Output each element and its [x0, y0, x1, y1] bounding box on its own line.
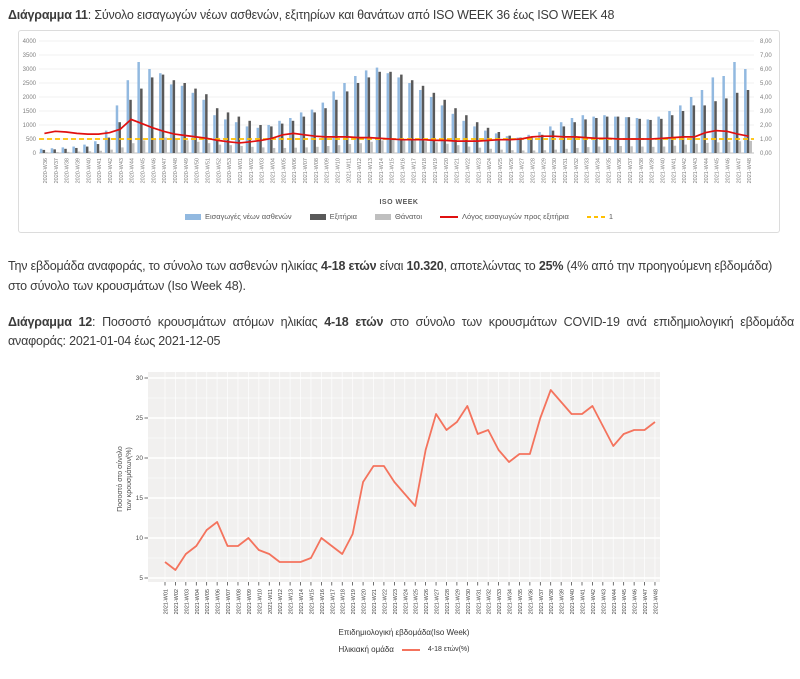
svg-text:2020-W38: 2020-W38	[64, 158, 71, 184]
svg-text:10: 10	[135, 535, 143, 543]
svg-text:0: 0	[32, 151, 36, 157]
svg-text:2021-W29: 2021-W29	[455, 589, 462, 615]
svg-text:2021-W29: 2021-W29	[541, 158, 548, 184]
svg-text:2021-W26: 2021-W26	[424, 589, 431, 615]
svg-text:8,00: 8,00	[760, 39, 772, 45]
svg-text:3000: 3000	[22, 67, 36, 73]
svg-text:2021-W31: 2021-W31	[562, 158, 569, 184]
svg-text:2021-W45: 2021-W45	[622, 589, 629, 615]
svg-text:2021-W12: 2021-W12	[357, 158, 364, 184]
discharges-swatch	[310, 214, 326, 220]
svg-text:2021-W09: 2021-W09	[246, 589, 253, 615]
svg-text:2021-W38: 2021-W38	[638, 158, 645, 184]
chart2-legend	[148, 645, 660, 654]
figure12-caption-text: : Ποσοστό κρουσμάτων ατόμων ηλικίας	[92, 315, 325, 329]
svg-text:2021-W25: 2021-W25	[413, 589, 420, 615]
svg-text:4000: 4000	[22, 39, 36, 45]
svg-text:2021-W15: 2021-W15	[389, 158, 396, 184]
ratio-line-swatch	[440, 216, 458, 218]
svg-text:2021-W39: 2021-W39	[559, 589, 566, 615]
legend-label: Εξιτήρια	[329, 212, 358, 221]
svg-text:2500: 2500	[22, 81, 36, 87]
svg-text:2021-W40: 2021-W40	[660, 158, 667, 184]
percentage-bold: 25%	[538, 259, 564, 273]
svg-text:2021-W35: 2021-W35	[606, 158, 613, 184]
svg-text:2021-W31: 2021-W31	[476, 589, 483, 615]
svg-text:2021-W24: 2021-W24	[403, 589, 410, 615]
svg-text:2020-W42: 2020-W42	[107, 158, 114, 184]
paragraph-text: , αποτελώντας το	[443, 259, 539, 273]
svg-text:3500: 3500	[22, 53, 36, 59]
legend-label: Εισαγωγές νέων ασθενών	[204, 212, 292, 221]
svg-text:2021-W30: 2021-W30	[465, 589, 472, 615]
svg-text:2021-W13: 2021-W13	[367, 158, 374, 184]
svg-text:6,00: 6,00	[760, 67, 772, 73]
svg-text:2021-W08: 2021-W08	[236, 589, 243, 615]
svg-text:2020-W43: 2020-W43	[118, 158, 125, 184]
svg-text:2021-W43: 2021-W43	[601, 589, 608, 615]
paragraph-text: (4% από την προηγούμενη εβδομάδα) στο σύνολο των κρουσμάτων (Iso Week 48).	[8, 259, 773, 293]
svg-text:2021-W18: 2021-W18	[340, 589, 347, 615]
svg-text:2021-W11: 2021-W11	[346, 158, 353, 183]
svg-text:2021-W33: 2021-W33	[584, 158, 591, 184]
svg-text:2021-W38: 2021-W38	[549, 589, 556, 615]
svg-text:2021-W26: 2021-W26	[508, 158, 515, 184]
svg-text:2020-W37: 2020-W37	[53, 158, 60, 184]
svg-text:2021-W04: 2021-W04	[194, 589, 201, 615]
svg-text:2021-W07: 2021-W07	[226, 589, 233, 615]
svg-text:2000: 2000	[22, 95, 36, 101]
svg-text:2020-W45: 2020-W45	[140, 158, 147, 184]
svg-text:2021-W28: 2021-W28	[444, 589, 451, 615]
figure11-caption-prefix: Διάγραμμα 11	[8, 8, 88, 22]
svg-text:1500: 1500	[22, 109, 36, 115]
svg-text:2021-W13: 2021-W13	[288, 589, 295, 615]
svg-text:20: 20	[135, 455, 143, 463]
svg-text:2021-W01: 2021-W01	[163, 589, 170, 615]
svg-text:2021-W35: 2021-W35	[517, 589, 524, 615]
svg-text:2021-W48: 2021-W48	[747, 158, 754, 184]
svg-text:2021-W45: 2021-W45	[714, 158, 721, 184]
plot-panel	[148, 372, 660, 582]
figure12-chart-block	[118, 368, 680, 668]
chart1-legend	[19, 212, 779, 221]
total-cases-bold: 10.320	[406, 259, 444, 273]
svg-text:2021-W47: 2021-W47	[643, 589, 650, 615]
svg-text:2021-W48: 2021-W48	[653, 589, 660, 615]
svg-text:2021-W06: 2021-W06	[215, 589, 222, 615]
svg-text:2020-W41: 2020-W41	[97, 158, 104, 184]
svg-text:2020-W52: 2020-W52	[216, 158, 223, 184]
svg-text:2021-W24: 2021-W24	[487, 158, 494, 184]
legend-item-ratio	[440, 212, 569, 221]
svg-text:2021-W10: 2021-W10	[257, 589, 264, 615]
svg-text:2021-W27: 2021-W27	[434, 589, 441, 615]
svg-text:0,00: 0,00	[760, 151, 772, 157]
svg-text:2021-W21: 2021-W21	[454, 158, 461, 184]
svg-text:2021-W05: 2021-W05	[205, 589, 212, 615]
svg-text:2021-W11: 2021-W11	[267, 589, 274, 614]
svg-text:2020-W48: 2020-W48	[172, 158, 179, 184]
age-group-bold: 4-18 ετών	[324, 315, 384, 329]
svg-text:2020-W47: 2020-W47	[162, 158, 169, 184]
svg-text:2021-W07: 2021-W07	[302, 158, 309, 184]
svg-text:2021-W21: 2021-W21	[372, 589, 378, 615]
svg-text:2021-W16: 2021-W16	[319, 589, 326, 615]
svg-text:2021-W15: 2021-W15	[309, 589, 316, 615]
svg-text:2021-W22: 2021-W22	[465, 158, 472, 184]
svg-text:2021-W06: 2021-W06	[292, 158, 299, 184]
svg-text:2020-W46: 2020-W46	[151, 158, 158, 184]
figure11-chart-panel	[18, 30, 780, 233]
svg-text:1,00: 1,00	[760, 137, 772, 143]
svg-text:2021-W02: 2021-W02	[248, 158, 255, 184]
paragraph-text: είναι	[376, 259, 407, 273]
paragraph-text: Την εβδομάδα αναφοράς, το σύνολο των ασθενών ηλικίας	[8, 259, 321, 273]
age-percentage-line-chart	[118, 368, 680, 618]
svg-text:2021-W37: 2021-W37	[627, 158, 634, 184]
admissions-discharges-deaths-chart	[19, 31, 779, 199]
svg-text:2020-W40: 2020-W40	[86, 158, 93, 184]
svg-text:2021-W34: 2021-W34	[595, 158, 602, 184]
svg-text:5,00: 5,00	[760, 81, 772, 87]
svg-text:2021-W36: 2021-W36	[617, 158, 624, 184]
svg-text:25: 25	[135, 415, 143, 423]
svg-text:2021-W08: 2021-W08	[313, 158, 320, 184]
svg-text:2021-W17: 2021-W17	[411, 158, 418, 184]
svg-text:2020-W51: 2020-W51	[205, 158, 212, 184]
svg-text:2021-W42: 2021-W42	[590, 589, 597, 615]
svg-text:2021-W12: 2021-W12	[278, 589, 285, 615]
y-title-line2: των κρουσμάτων(%)	[125, 447, 133, 511]
svg-text:2021-W39: 2021-W39	[649, 158, 656, 184]
svg-text:2021-W09: 2021-W09	[324, 158, 331, 184]
svg-text:2021-W02: 2021-W02	[173, 589, 180, 615]
svg-text:2021-W28: 2021-W28	[530, 158, 537, 184]
svg-text:2021-W33: 2021-W33	[497, 589, 504, 615]
svg-text:2021-W42: 2021-W42	[682, 158, 689, 184]
age-series-swatch	[402, 649, 420, 651]
svg-text:2021-W46: 2021-W46	[725, 158, 732, 184]
chart2-x-axis-title: Επιδημιολογική εβδομάδα(Iso Week)	[338, 628, 470, 637]
svg-text:2021-W47: 2021-W47	[736, 158, 743, 184]
svg-text:2021-W19: 2021-W19	[351, 589, 358, 615]
svg-text:2021-W17: 2021-W17	[330, 589, 337, 615]
svg-text:2021-W27: 2021-W27	[519, 158, 526, 184]
svg-text:2021-W40: 2021-W40	[570, 589, 577, 615]
legend-label: 1	[608, 212, 614, 221]
svg-text:2021-W03: 2021-W03	[184, 589, 191, 615]
svg-text:2021-W32: 2021-W32	[486, 589, 493, 615]
svg-text:2021-W05: 2021-W05	[281, 158, 288, 184]
svg-text:2021-W30: 2021-W30	[552, 158, 559, 184]
legend-item-one	[587, 212, 613, 221]
report-paragraph	[8, 256, 794, 296]
svg-text:15: 15	[135, 495, 143, 503]
y-title-line1: Ποσοστό στο σύνολο	[117, 446, 124, 512]
figure12-caption	[8, 313, 794, 351]
legend-item-admissions	[185, 212, 292, 221]
svg-text:2020-W53: 2020-W53	[227, 158, 234, 184]
svg-text:2021-W44: 2021-W44	[703, 158, 710, 184]
figure11-caption-text: : Σύνολο εισαγωγών νέων ασθενών, εξιτηρίων και θανάτων από ISO WEEK 36 έως ISO WEEK 48	[87, 8, 615, 22]
svg-text:2021-W14: 2021-W14	[378, 158, 385, 184]
svg-text:2021-W14: 2021-W14	[299, 589, 306, 615]
svg-text:2021-W10: 2021-W10	[335, 158, 342, 184]
svg-text:7,00: 7,00	[760, 53, 772, 59]
legend-title: Ηλικιακή ομάδα	[338, 645, 394, 654]
svg-text:2021-W18: 2021-W18	[422, 158, 429, 184]
svg-text:2021-W23: 2021-W23	[392, 589, 399, 615]
svg-text:2021-W16: 2021-W16	[400, 158, 407, 184]
svg-text:500: 500	[25, 137, 36, 143]
legend-label: 4-18 ετών(%)	[427, 646, 470, 653]
figure12-caption-text: στο σύνολο των κρουσμάτων COVID-19 ανά επιδημιολογική εβδομάδα αναφοράς: 2021-01-04 έως 2021-12-05	[8, 315, 794, 348]
svg-text:30: 30	[135, 375, 143, 383]
svg-text:2021-W41: 2021-W41	[671, 158, 678, 184]
svg-text:2021-W41: 2021-W41	[580, 589, 587, 615]
figure12-caption-prefix: Διάγραμμα 12	[8, 315, 93, 329]
svg-text:2021-W01: 2021-W01	[237, 158, 244, 184]
svg-text:2020-W39: 2020-W39	[75, 158, 82, 184]
svg-text:3,00: 3,00	[760, 109, 772, 115]
threshold-dash-swatch	[587, 216, 605, 218]
deaths-swatch	[375, 214, 391, 220]
svg-text:1000: 1000	[22, 123, 36, 129]
svg-text:2020-W50: 2020-W50	[194, 158, 201, 184]
svg-text:5: 5	[139, 575, 143, 583]
figure11-caption	[8, 6, 794, 25]
svg-text:2021-W22: 2021-W22	[382, 589, 389, 615]
svg-text:2021-W37: 2021-W37	[538, 589, 545, 615]
legend-item-discharges	[310, 212, 357, 221]
svg-text:2021-W34: 2021-W34	[507, 589, 514, 615]
admissions-swatch	[185, 214, 201, 220]
chart1-x-axis-title: ISO WEEK	[379, 199, 419, 206]
svg-text:2021-W20: 2021-W20	[443, 158, 450, 184]
svg-text:2021-W25: 2021-W25	[497, 158, 504, 184]
svg-text:2021-W46: 2021-W46	[632, 589, 639, 615]
svg-text:4,00: 4,00	[760, 95, 772, 101]
svg-text:2020-W49: 2020-W49	[183, 158, 190, 184]
svg-text:2021-W19: 2021-W19	[432, 158, 439, 184]
svg-text:2021-W36: 2021-W36	[528, 589, 535, 615]
svg-text:2021-W44: 2021-W44	[611, 589, 618, 615]
svg-text:2020-W44: 2020-W44	[129, 158, 136, 184]
svg-text:2021-W20: 2021-W20	[361, 589, 368, 615]
svg-text:2021-W23: 2021-W23	[476, 158, 483, 184]
svg-text:2020-W36: 2020-W36	[42, 158, 49, 184]
legend-item-deaths	[375, 212, 422, 221]
legend-label: Λόγος εισαγωγών προς εξιτήρια	[461, 212, 569, 221]
svg-text:2021-W03: 2021-W03	[259, 157, 266, 184]
age-group-bold: 4-18 ετών	[320, 259, 377, 273]
legend-label: Θάνατοι	[395, 212, 422, 221]
svg-text:2021-W32: 2021-W32	[573, 158, 580, 184]
svg-text:2021-W43: 2021-W43	[692, 158, 699, 184]
svg-text:2021-W04: 2021-W04	[270, 158, 277, 184]
svg-text:2,00: 2,00	[760, 123, 772, 129]
